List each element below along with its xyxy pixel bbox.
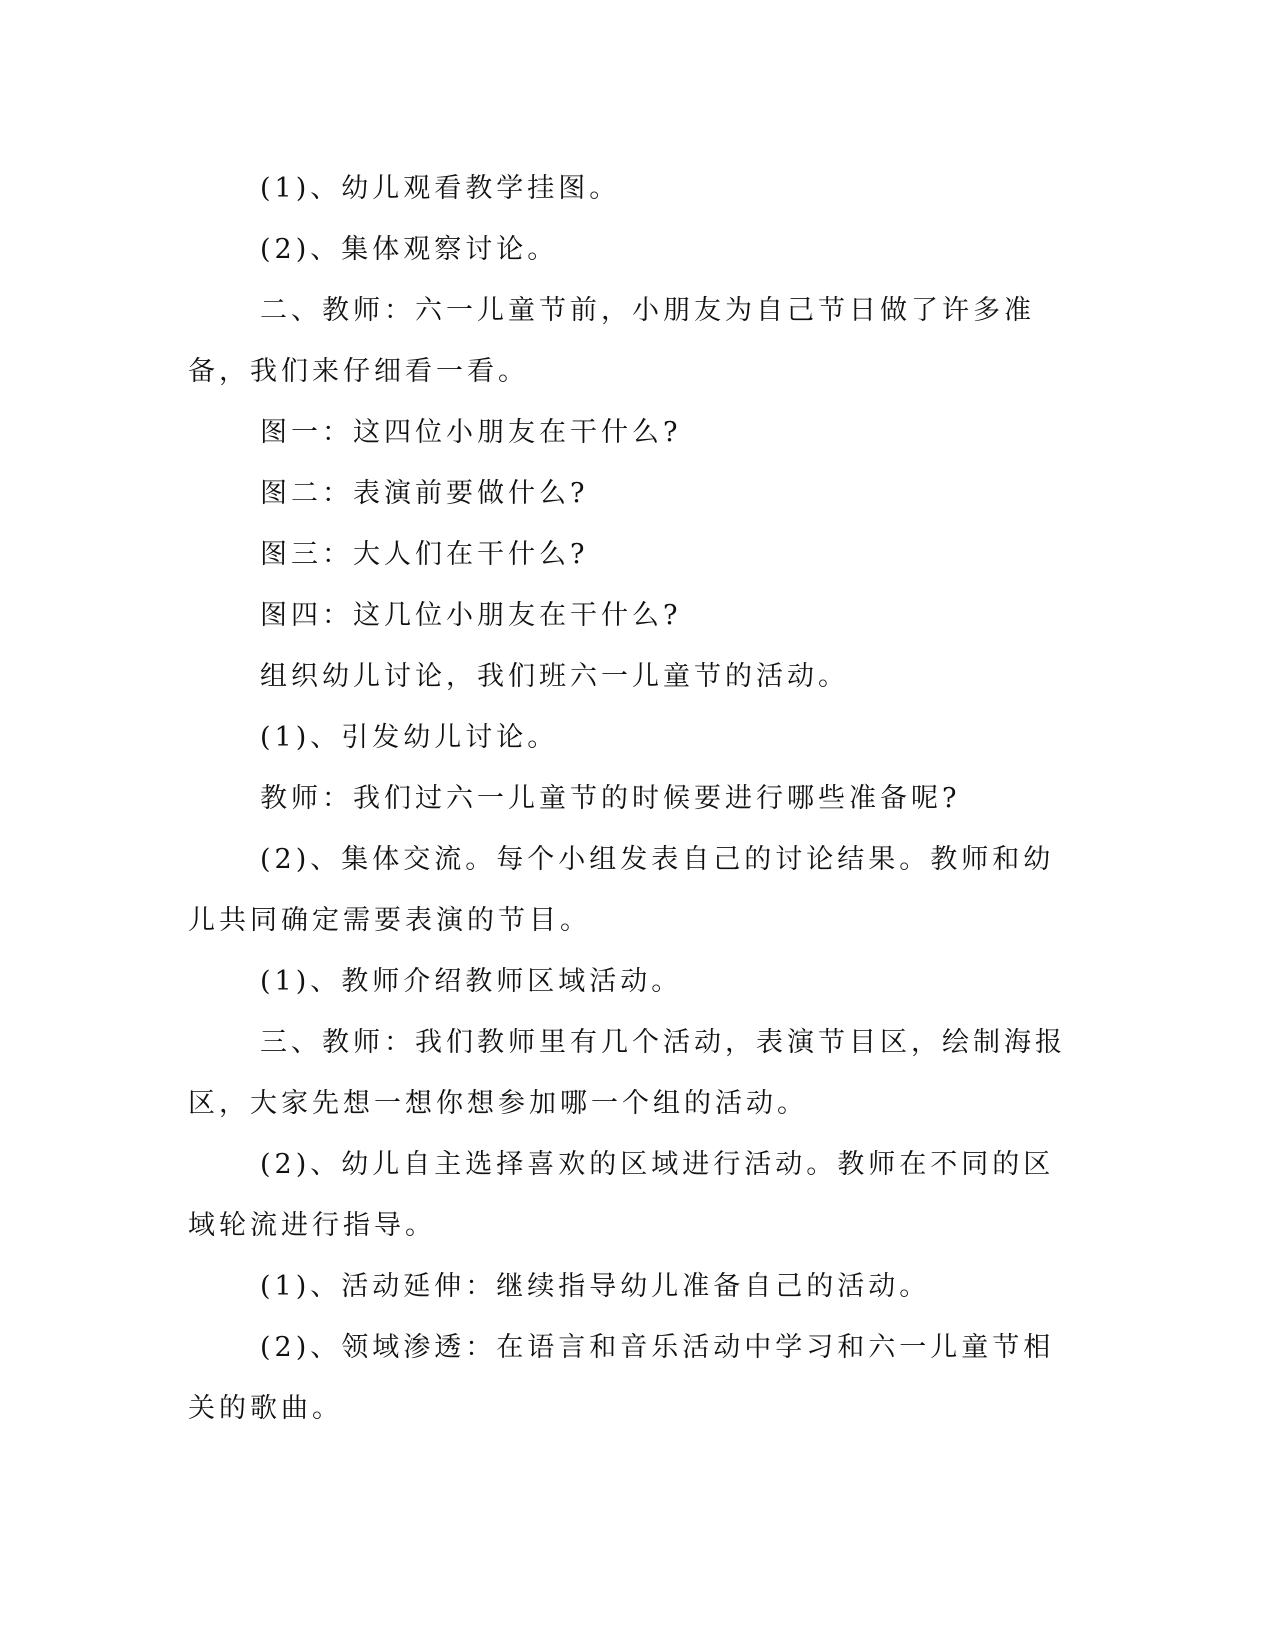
paragraph-11: (2)、集体交流。每个小组发表自己的讨论结果。教师和幼儿共同确定需要表演的节目。 <box>188 844 1055 936</box>
paragraph-14: (2)、幼儿自主选择喜欢的区域进行活动。教师在不同的区域轮流进行指导。 <box>188 1149 1055 1241</box>
paragraph-6: 图三：大人们在干什么? <box>260 539 589 570</box>
paragraph-9: (1)、引发幼儿讨论。 <box>260 722 559 753</box>
paragraph-13: 三、教师：我们教师里有几个活动，表演节目区，绘制海报区，大家先想一想你想参加哪一个组的活动。 <box>188 1027 1066 1119</box>
paragraph-15: (1)、活动延伸：继续指导幼儿准备自己的活动。 <box>260 1271 931 1302</box>
paragraph-7: 图四：这几位小朋友在干什么? <box>260 600 682 631</box>
paragraph-10: 教师：我们过六一儿童节的时候要进行哪些准备呢? <box>260 783 961 814</box>
paragraph-8: 组织幼儿讨论，我们班六一儿童节的活动。 <box>260 661 849 692</box>
paragraph-5: 图二：表演前要做什么? <box>260 478 589 509</box>
paragraph-3: 二、教师：六一儿童节前，小朋友为自己节日做了许多准备，我们来仔细看一看。 <box>188 295 1035 387</box>
paragraph-16: (2)、领域渗透：在语言和音乐活动中学习和六一儿童节相关的歌曲。 <box>188 1332 1055 1424</box>
paragraph-1: (1)、幼儿观看教学挂图。 <box>260 173 621 204</box>
paragraph-4: 图一：这四位小朋友在干什么? <box>260 417 682 448</box>
paragraph-2: (2)、集体观察讨论。 <box>260 234 559 265</box>
paragraph-12: (1)、教师介绍教师区域活动。 <box>260 966 683 997</box>
document-body <box>188 158 1078 1439</box>
